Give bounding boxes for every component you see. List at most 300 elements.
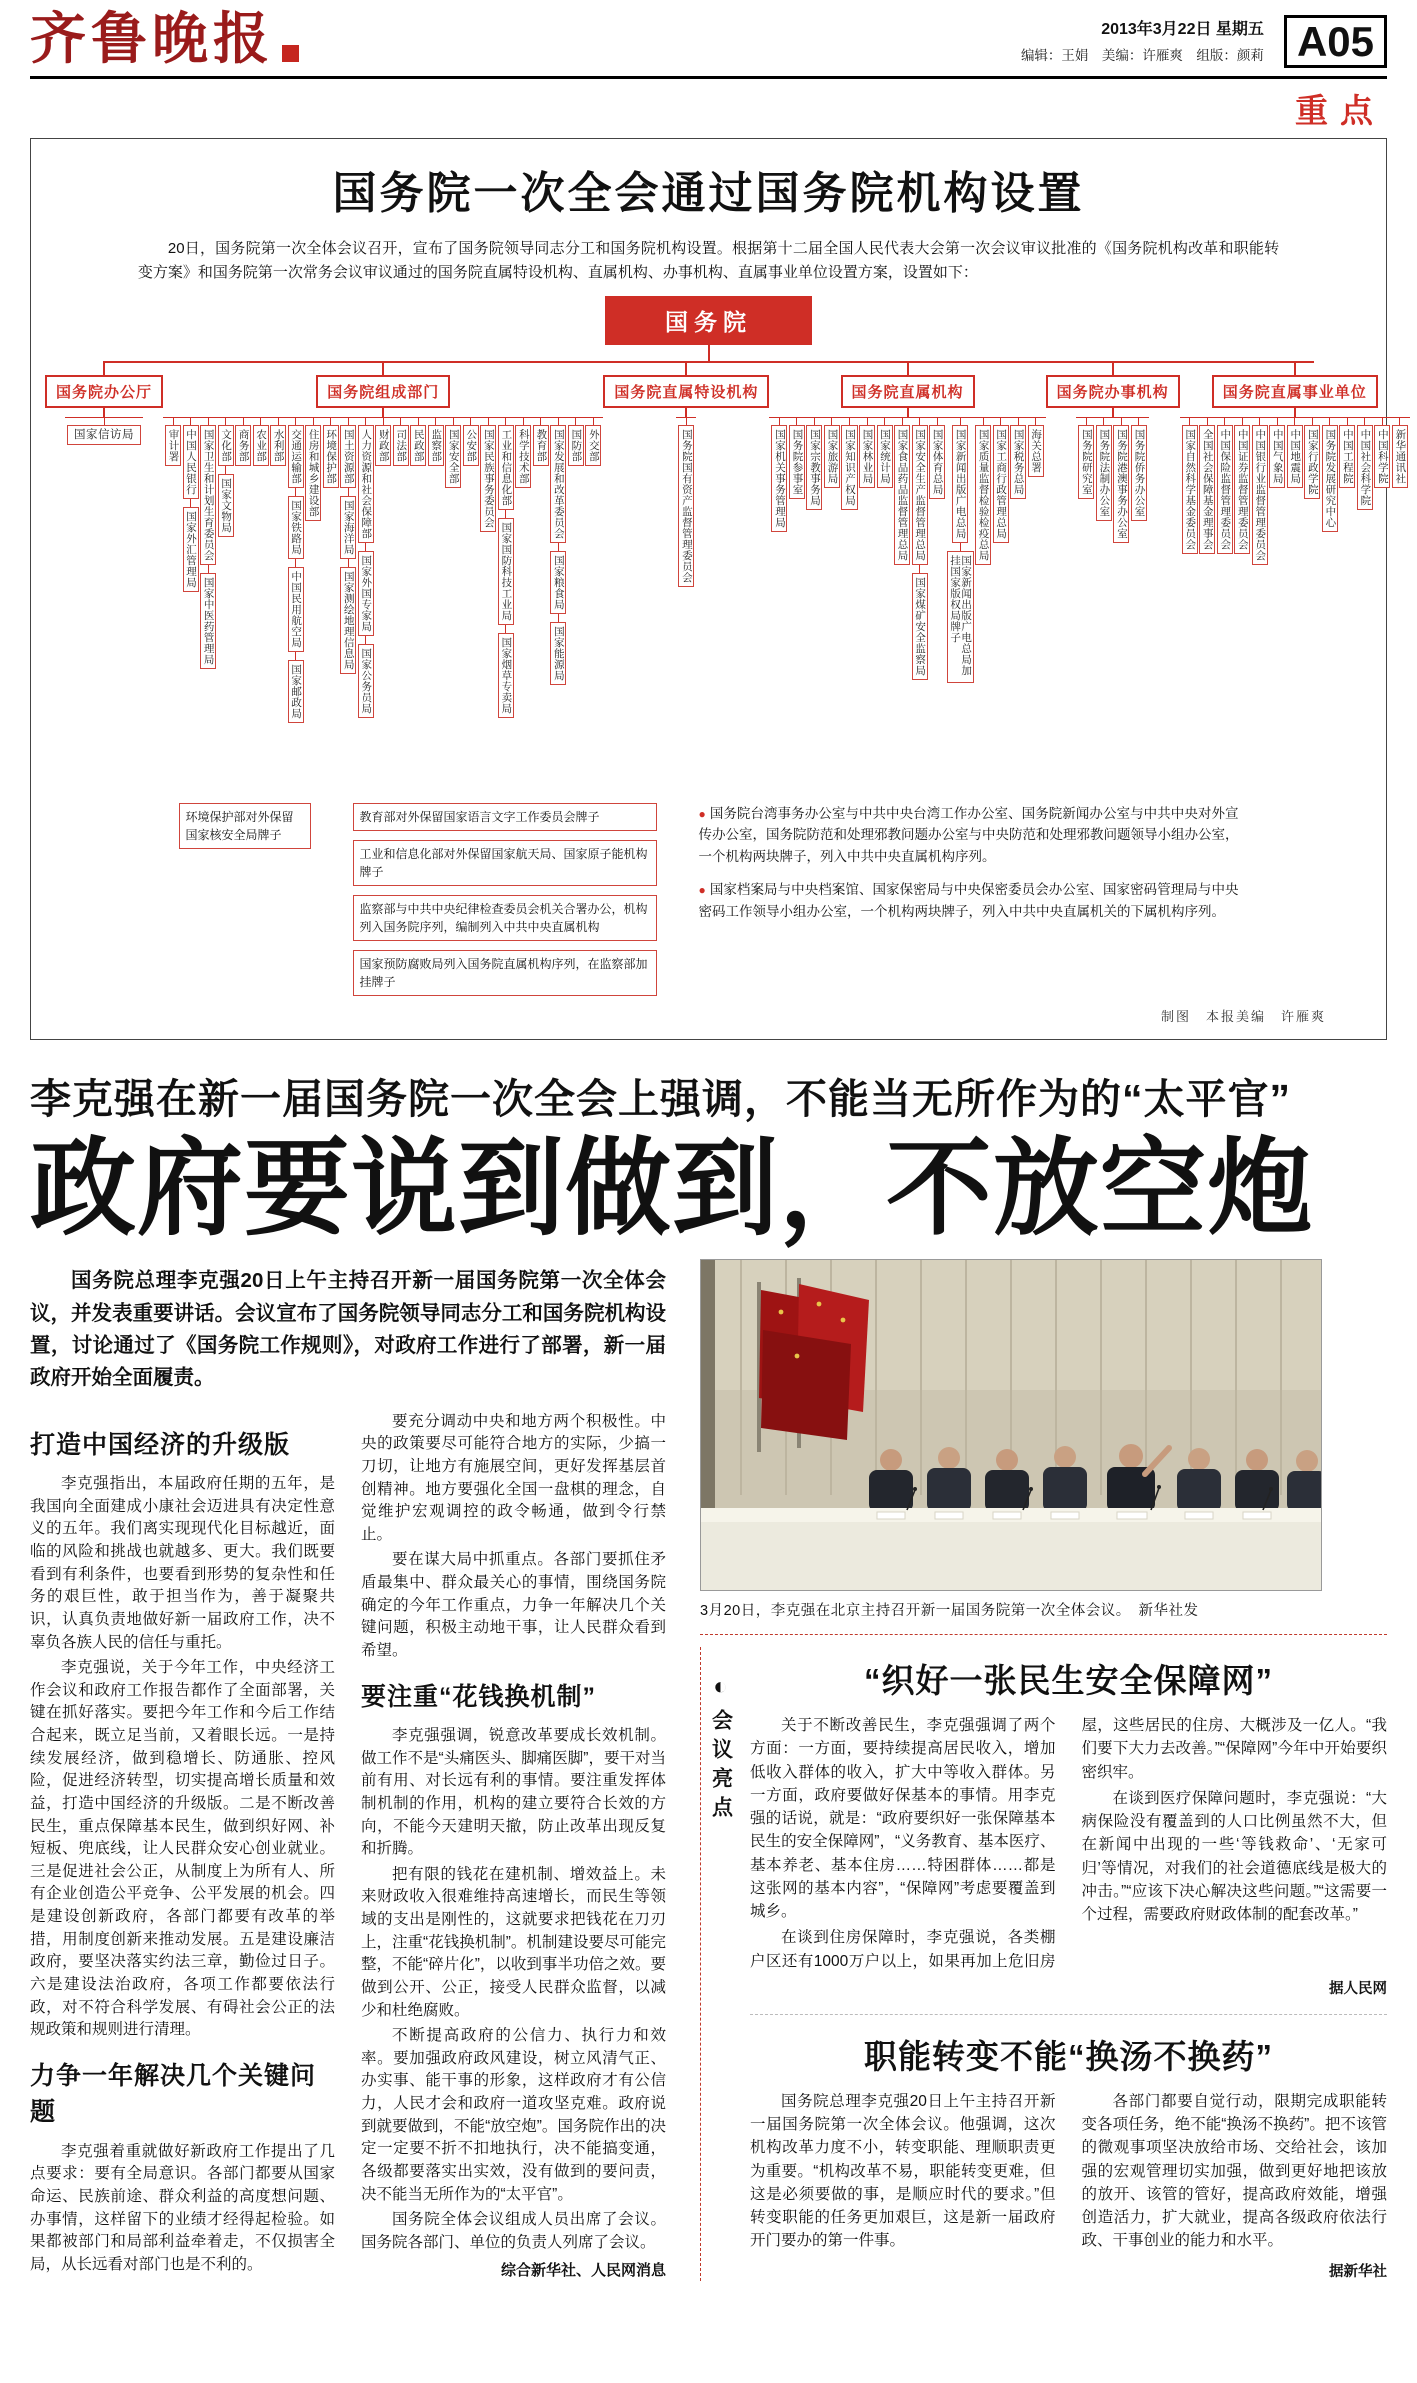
connector <box>382 363 384 375</box>
orgchart-notes <box>45 803 1372 996</box>
connector <box>849 418 850 425</box>
connector <box>1121 418 1122 425</box>
org-item <box>533 418 549 466</box>
org-item-label: 司法部 <box>393 425 409 466</box>
org-item <box>183 418 199 592</box>
org-item <box>498 418 514 718</box>
org-item <box>463 418 479 466</box>
org-item-label: 国务院国有资产监督管理委员会 <box>678 425 694 587</box>
highlight-paragraph: 在谈到医疗保障问题时，李克强说：“大病保险没有覆盖到的人口比例虽然不大，但在新闻中出现的一些‘等钱救命’、‘无家可归’等情况，对我们的社会道德底线是极大的冲击。”“应该下决心解决这些问题。”“这需要一个过程，需要政府财政体制的配套改革。” <box>1081 1789 1387 1924</box>
connector <box>295 652 296 660</box>
org-sub-label: 国家能源局 <box>550 622 566 685</box>
highlight-rail-label: 会议亮点 <box>709 1709 733 1826</box>
org-sub-label: 国家海洋局 <box>340 496 356 559</box>
org-item <box>515 418 531 488</box>
org-item-label: 交通运输部 <box>288 425 304 488</box>
org-item <box>340 418 356 674</box>
article-paragraph: 要在谋大局中抓重点。各部门要抓住矛盾最集中、群众最关心的事情，围绕国务院确定的今年工作重点，力争一年解决几个关键问题，积极主动地干事，让人民群众看到希望。 <box>361 1551 666 1659</box>
org-item <box>288 418 304 723</box>
connector <box>831 418 832 425</box>
orgchart-note: 监察部与中共中央纪律检查委员会机关合署办公，机构列入国务院序列，编制列入中共中央直属机构 <box>353 895 657 941</box>
org-sub-label: 国家中医药管理局 <box>200 573 216 669</box>
org-item-label: 中国人民银行 <box>183 425 199 499</box>
org-item-label: 农业部 <box>253 425 269 466</box>
connector <box>1329 418 1330 425</box>
connector <box>1347 418 1348 425</box>
org-item-label: 中国地震局 <box>1287 425 1303 488</box>
article-paragraph: 国务院全体会议组成人员出席了会议。国务院各部门、单位的负责人列席了会议。 <box>361 2211 666 2251</box>
orgchart-box <box>30 138 1407 1040</box>
org-item-label: 国家宗教事务局 <box>806 425 822 510</box>
masthead-wrap <box>30 9 299 71</box>
org-group-items <box>1076 417 1149 543</box>
connector <box>1112 408 1114 417</box>
org-group-header: 国务院直属机构 <box>841 375 975 408</box>
org-item <box>1357 418 1373 510</box>
org-sub-label: 国家公务员局 <box>358 644 374 718</box>
article-lead: 国务院总理李克强20日上午主持召开新一届国务院第一次全体会议，并发表重要讲话。会议宣布了国务院领导同志分工和国务院机构设置，讨论通过了《国务院工作规则》，对政府工作进行了部署，新一届政府开始全面履责。 <box>30 1269 666 1390</box>
org-item-subs <box>947 543 974 683</box>
highlight-paragraph: 在谈到住房保障时，李克强说，各类棚户区还有1000万户以上，如果再加上危旧房屋，这些居民的住房、大概涉及一亿人。“我们要下大力去改善。”“保障网”今年中开始要织密织牢。 <box>750 1717 1387 1970</box>
org-item <box>1131 418 1147 521</box>
org-item-subs <box>550 543 566 685</box>
org-item-subs <box>200 565 216 669</box>
org-group-items <box>676 417 696 587</box>
connector <box>884 418 885 425</box>
org-sub-label: 国家外汇管理局 <box>183 507 199 592</box>
org-item <box>410 418 426 466</box>
half-circle-icon: ◐ <box>713 1673 728 1701</box>
org-item <box>1322 418 1338 532</box>
masthead-title: 齐鲁晚报 <box>30 9 274 71</box>
connector <box>960 418 961 425</box>
connector <box>558 543 559 551</box>
org-item-label: 全国社会保障基金理事会 <box>1199 425 1215 554</box>
connector <box>505 418 506 425</box>
org-sub-item <box>912 565 928 680</box>
org-item-subs <box>358 543 374 718</box>
org-group <box>769 363 1045 683</box>
connector <box>1189 418 1190 425</box>
connector <box>418 418 419 425</box>
org-item-label: 人力资源和社会保障部 <box>358 425 374 543</box>
org-sub-item <box>550 543 566 614</box>
highlight-section-body <box>750 1714 1387 1973</box>
org-sub-item <box>218 466 234 537</box>
org-group <box>603 363 769 587</box>
org-sub-item <box>498 625 514 718</box>
org-sub-item <box>358 636 374 718</box>
article-paragraph: 李克强着重就做好新政府工作提出了几点要求：要有全局意识。各部门都要从国家命运、民族前途、群众利益的高度想问题、办事情，这样留下的业绩才经得起检验。如果都被部门和局部利益牵着走，不仅损害全局，从长远看对部门也是不利的。 <box>30 2142 335 2273</box>
org-item <box>200 418 216 669</box>
org-item-label: 公安部 <box>463 425 479 466</box>
staff-line: 编辑：王娟 美编：许雁爽 组版：颜莉 <box>1020 48 1264 63</box>
connector <box>907 363 909 375</box>
org-item-label: 工业和信息化部 <box>498 425 514 510</box>
connector <box>383 418 384 425</box>
org-item <box>841 418 857 510</box>
orgchart-groups <box>45 363 1407 783</box>
connector <box>1086 418 1087 425</box>
org-sub-label: 国家文物局 <box>218 474 234 537</box>
org-group-header: 国务院组成部门 <box>316 375 450 408</box>
org-sub-item <box>947 543 974 683</box>
org-item <box>1304 418 1320 499</box>
connector <box>685 363 687 375</box>
header-meta <box>1021 16 1264 68</box>
org-item <box>1269 418 1285 488</box>
connector <box>243 418 244 425</box>
org-item-label: 国家质量监督检验检疫总局 <box>975 425 991 565</box>
org-sub-item <box>358 543 374 636</box>
article-left-column <box>30 1259 666 2323</box>
connector <box>190 499 191 507</box>
connector <box>685 408 687 417</box>
org-item-label: 国家林业局 <box>859 425 875 488</box>
connector <box>1294 363 1296 375</box>
org-item <box>218 418 234 537</box>
org-item <box>1199 418 1215 554</box>
article-section-heading: 打造中国经济的升级版 <box>30 1430 291 1459</box>
org-item <box>859 418 875 488</box>
org-item-label: 审计署 <box>165 425 181 466</box>
connector <box>348 559 349 567</box>
org-item <box>1234 418 1250 554</box>
meeting-photo <box>700 1259 1322 1591</box>
org-item-label: 住房和城乡建设部 <box>305 425 321 521</box>
connector <box>1277 418 1278 425</box>
org-item-label: 中国工程院 <box>1339 425 1355 488</box>
connector <box>593 418 594 425</box>
connector <box>173 418 174 425</box>
connector <box>190 418 191 425</box>
org-group <box>45 363 163 445</box>
org-item <box>1339 418 1355 488</box>
org-item-label: 国防部 <box>568 425 584 466</box>
article-section-heading: 要注重“花钱换机制” <box>361 1682 597 1711</box>
org-item <box>912 418 928 680</box>
org-group-header: 国务院直属事业单位 <box>1212 375 1378 408</box>
org-item-label: 国家统计局 <box>877 425 893 488</box>
org-item <box>393 418 409 466</box>
connector <box>558 614 559 622</box>
connector <box>1112 363 1114 375</box>
orgchart-note: 国家预防腐败局列入国务院直属机构序列，在监察部加挂牌子 <box>353 950 657 996</box>
org-item-label: 科学技术部 <box>515 425 531 488</box>
org-item-label: 国家卫生和计划生育委员会 <box>200 425 216 565</box>
connector <box>103 408 105 417</box>
org-sub-item <box>550 614 566 685</box>
org-sub-item <box>288 488 304 559</box>
article-section <box>361 1679 666 2255</box>
org-item <box>585 418 601 466</box>
org-item <box>975 418 991 565</box>
connector <box>505 510 506 518</box>
connector <box>1242 418 1243 425</box>
orgchart-mid-notes <box>353 803 657 996</box>
org-item <box>375 418 391 466</box>
org-item-label: 国家安全生产监督管理总局 <box>912 425 928 565</box>
org-item <box>894 418 910 565</box>
org-sub-label: 国家煤矿安全监察局 <box>912 573 928 680</box>
article-section-paras <box>361 1725 666 2254</box>
org-item <box>993 418 1009 543</box>
org-item <box>806 418 822 510</box>
org-item <box>678 418 694 587</box>
orgchart-bullet-notes <box>699 803 1239 923</box>
org-item-label: 国家体育总局 <box>929 425 945 499</box>
connector <box>1018 418 1019 425</box>
org-item-label: 财政部 <box>375 425 391 466</box>
connector <box>208 418 209 425</box>
org-item <box>1182 418 1198 554</box>
org-group-items <box>1180 417 1410 565</box>
org-item <box>358 418 374 718</box>
connector <box>796 418 797 425</box>
org-group <box>1180 363 1410 565</box>
connector <box>348 488 349 496</box>
article-section-paras <box>30 1473 335 2042</box>
org-item-label: 中国科学院 <box>1374 425 1390 488</box>
org-item-label: 国家工商行政管理总局 <box>993 425 1009 543</box>
org-group-header: 国务院办事机构 <box>1046 375 1180 408</box>
org-item <box>947 418 974 683</box>
org-item-label: 国家民族事务委员会 <box>480 425 496 532</box>
highlight-sections <box>740 1647 1387 2281</box>
article-paragraph: 李克强说，关于今年工作，中央经济工作会议和政府工作报告都作了全面部署，关键在抓好落实。要把今年工作和今后工作结合起来，既立足当前，又着眼长远。一是持续发展经济，做到稳增长、防通胀、控风险，促进经济转型，切实提高增长质量和效益，打造中国经济的升级版。二是不断改善民生，重点保障基本民生，做到织好网、补短板、兜底线，让人民群众安心创业就业。三是促进社会公正，从制度上为所有人、所有企业创造公平竞争、公平发展的机会。四是建设创新政府，各部门都要有改革的举措，用制度创新来推动发展。五是建设廉洁政府，要坚决落实约法三章，勤俭过日子。六是建设法治政府，各项工作都要依法行政，对不符合科学发展、有碍社会公正的法规政策和规则进行清理。 <box>30 1659 335 2039</box>
org-item-label: 外交部 <box>585 425 601 466</box>
connector <box>1294 418 1295 425</box>
connector <box>686 418 687 425</box>
org-sub-item <box>200 565 216 669</box>
org-item-label: 国务院研究室 <box>1078 425 1094 499</box>
connector <box>278 418 279 425</box>
org-item <box>323 418 339 488</box>
org-item-label: 新华通讯社 <box>1392 425 1408 488</box>
article-paragraph: 不断提高政府的公信力、执行力和效率。要加强政府政风建设，树立风清气正、办实事、能干事的形象，这样政府才有公信力，人民才会和政府一道攻坚克难。政府说到就要做到，不能“放空炮”。国务院作出的决定一定要不折不扣地执行，决不能搞变通，各级都要落实出实效，没有做到的要问责，决不能当无所作为的“太平官”。 <box>361 2027 666 2203</box>
org-item <box>445 418 461 488</box>
org-item-label: 国务院发展研究中心 <box>1322 425 1338 532</box>
connector <box>523 418 524 425</box>
header-right <box>1021 15 1387 68</box>
org-sub-label: 国家国防科技工业局 <box>498 518 514 625</box>
connector <box>1000 418 1001 425</box>
org-item <box>253 418 269 466</box>
connector <box>348 418 349 425</box>
org-item-label: 国家食品药品监督管理总局 <box>894 425 910 565</box>
connector <box>983 418 984 425</box>
connector <box>814 418 815 425</box>
connector <box>260 418 261 425</box>
org-item-label: 中国银行业监督管理委员会 <box>1252 425 1268 565</box>
connector <box>902 418 903 425</box>
org-item <box>1028 418 1044 477</box>
org-item <box>1217 418 1233 554</box>
org-item-label: 商务部 <box>235 425 251 466</box>
org-item-label: 国务院法制办公室 <box>1096 425 1112 521</box>
org-item <box>67 418 141 445</box>
connector <box>382 408 384 417</box>
connector <box>103 363 105 375</box>
article-paragraph: 要充分调动中央和地方两个积极性。中央的政策要尽可能符合地方的实际，少搞一刀切，让地方有施展空间，更好发挥基层首创精神。地方要强化全国一盘棋的理念，自觉维护宏观调控的政令畅通，做到令行禁止。 <box>361 1412 666 1543</box>
connector <box>505 625 506 633</box>
org-item-label: 国家知识产权局 <box>841 425 857 510</box>
article-sections <box>30 1411 666 2323</box>
orgchart-note: 教育部对外保留国家语言文字工作委员会牌子 <box>353 803 657 831</box>
connector <box>779 418 780 425</box>
connector <box>937 418 938 425</box>
photo-caption: 3月20日，李克强在北京主持召开新一届国务院第一次全体会议。 新华社发 <box>700 1603 1199 1620</box>
org-sub-label: 国家邮政局 <box>288 660 304 723</box>
connector <box>919 418 920 425</box>
org-item-label: 国家自然科学基金委员会 <box>1182 425 1198 554</box>
org-item <box>270 418 286 466</box>
connector <box>708 345 710 361</box>
org-item-label: 国家税务总局 <box>1010 425 1026 499</box>
orgchart-note: 工业和信息化部对外保留国家航天局、国家原子能机构牌子 <box>353 840 657 886</box>
highlight-rail <box>700 1647 740 2281</box>
article-kicker: 李克强在新一届国务院一次全会上强调，不能当无所作为的“太平官” <box>30 1075 1291 1122</box>
orgchart-credit: 制图 本报美编 许雁爽 <box>1160 1008 1326 1024</box>
org-item <box>1374 418 1390 488</box>
connector <box>575 418 576 425</box>
article-section-heading: 力争一年解决几个关键问题 <box>30 2061 317 2127</box>
connector <box>1035 418 1036 425</box>
highlight-section <box>750 2014 1387 2281</box>
connector <box>104 418 105 425</box>
connector <box>365 543 366 551</box>
org-item-label: 国家信访局 <box>67 425 141 445</box>
article-paragraph: 把有限的钱花在建机制、增效益上。未来财政收入很难维持高速增长，而民生等领域的支出是刚性的，这就要求把钱花在刀刃上，注重“花钱换机制”。机制建设要尽可能完整，不能“碎片化”，以收到事半功倍之效。要做到公开、公正，接受人民群众监督，以减少和杜绝腐败。 <box>361 1865 666 2019</box>
highlight-credit: 据新华社 <box>1329 2263 1387 2280</box>
org-item-subs <box>288 488 304 723</box>
org-item <box>1096 418 1112 521</box>
org-item <box>1113 418 1129 543</box>
connector <box>365 636 366 644</box>
article-paragraph: 李克强强调，锐意改革要成长效机制。做工作不是“头痛医头、脚痛医脚”，要干对当前有用、对长远有利的事情。要注重发挥体制机制的作用，机构的建立要符合长效的方向，不能今天建明天撤，防止改革出现反复和折腾。 <box>361 1727 666 1858</box>
highlight-paragraph: 关于不断改善民生，李克强强调了两个方面：一方面，要持续提高居民收入，增加低收入群体的收入，扩大中等收入群体。另一方面，政府要做好保基本的事情。用李克强的话说，就是：“政府要织好一张保障基本民生的安全保障网”，“义务教育、基本医疗、基本养老、基本住房……特困群体……都是这张网的基本内容”，“保障网”考虑要覆盖到城乡。 <box>750 1717 1056 1921</box>
orgchart-title: 国务院一次全会通过国务院机构设置 <box>332 169 1085 218</box>
org-item-label: 海关总署 <box>1028 425 1044 477</box>
org-item-label: 教育部 <box>533 425 549 466</box>
article-sections-list <box>30 1411 666 2323</box>
connector <box>488 418 489 425</box>
article-credit: 综合新华社、人民网消息 <box>500 2262 666 2280</box>
org-item <box>480 418 496 532</box>
connector <box>225 466 226 474</box>
org-item <box>1252 418 1268 565</box>
org-item-label: 国务院参事室 <box>789 425 805 499</box>
highlight-block <box>700 1634 1387 2281</box>
org-item-label: 中国气象局 <box>1269 425 1285 488</box>
org-sub-item <box>288 652 304 723</box>
org-item <box>165 418 181 466</box>
connector <box>1382 418 1383 425</box>
org-sub-label: 中国民用航空局 <box>288 567 304 652</box>
connector <box>1224 418 1225 425</box>
org-item-label: 国家旅游局 <box>824 425 840 488</box>
connector <box>470 418 471 425</box>
page-header <box>30 0 1387 76</box>
org-group-items <box>65 417 143 445</box>
org-item <box>1287 418 1303 488</box>
connector <box>540 418 541 425</box>
org-item-label: 中国保险监督管理委员会 <box>1217 425 1233 554</box>
connector <box>1364 418 1365 425</box>
connector <box>295 559 296 567</box>
org-item-label: 国家新闻出版广电总局 <box>952 425 968 543</box>
connector <box>208 565 209 573</box>
org-item <box>568 418 584 466</box>
org-item-label: 国务院港澳事务办公室 <box>1113 425 1129 543</box>
connector <box>365 418 366 425</box>
org-item-label: 国家行政学院 <box>1304 425 1320 499</box>
org-item <box>771 418 787 532</box>
org-group-items <box>769 417 1045 683</box>
connector <box>960 543 961 551</box>
orgchart-bullet-note: ● 国务院台湾事务办公室与中共中央台湾工作办公室、国务院新闻办公室与中共中央对外宣传办公室，国务院防范和处理邪教问题办公室与中央防范和处理邪教问题领导小组办公室，一个机构两块牌子，列入中共中央直属机构序列。 <box>699 803 1239 868</box>
org-item-label: 国家安全部 <box>445 425 461 488</box>
org-group-header: 国务院办公厅 <box>45 375 163 408</box>
org-item-label: 民政部 <box>410 425 426 466</box>
org-item-label: 文化部 <box>218 425 234 466</box>
connector <box>295 488 296 496</box>
connector <box>1259 418 1260 425</box>
highlight-credit: 据人民网 <box>1329 1980 1387 1997</box>
section-tag: 重点 <box>1295 92 1385 129</box>
highlight-section-headline: 职能转变不能“换汤不换药” <box>864 2037 1273 2075</box>
orgchart-bullet-note: ● 国家档案局与中央档案馆、国家保密局与中央保密委员会办公室、国家密码管理局与中央密码工作领导小组办公室，一个机构两块牌子，列入中共中央直属机关的下属机构序列。 <box>699 879 1239 922</box>
connector <box>295 418 296 425</box>
connector <box>1103 418 1104 425</box>
org-sub-label: 国家测绘地理信息局 <box>340 567 356 674</box>
highlight-paragraph: 国务院总理李克强20日上午主持召开新一届国务院第一次全体会议。他强调，这次机构改革力度不小，转变职能、理顺职责更为重要。“机构改革不易，职能转变更难，但这是必须要做的事，是顺应时代的要求。”但转变职能的任务更加艰巨，这是新一届政府开门要办的第一件事。 <box>750 2092 1056 2250</box>
org-item <box>550 418 566 685</box>
org-sub-label: 国家烟草专卖局 <box>498 633 514 718</box>
org-group <box>163 363 603 723</box>
org-item <box>235 418 251 466</box>
org-item-subs <box>183 499 199 592</box>
highlight-paragraph: 各部门都要自觉行动，限期完成职能转变各项任务，绝不能“换汤不换药”。把不该管的微观事项坚决放给市场、交给社会，该加强的宏观管理切实加强，做到更好地把该放的放开、该管的管好，提高政府效能，增强创造活力，扩大就业，提高各级政府依法行政、干事创业的能力和水平。 <box>1081 2092 1387 2250</box>
connector <box>1207 418 1208 425</box>
connector <box>867 418 868 425</box>
orgchart-intro: 20日，国务院第一次全体会议召开，宣布了国务院领导同志分工和国务院机构设置。根据第十二届全国人民代表大会第一次会议审议批准的《国务院机构改革和职能转变方案》和国务院第一次常务会议审议通过的国务院直属特设机构、直属机构、办事机构、直属事业单位设置方案，设置如下： <box>137 240 1280 282</box>
article-paragraph: 李克强指出，本届政府任期的五年，是我国向全面建成小康社会迈进具有决定性意义的五年。我们离实现现代化目标越近，面临的风险和挑战也就越多、更大。我们既要看到有利条件，也要看到形势的复杂性和任务的艰巨性，敢于担当作为，善于凝聚共识，认真负责地做好新一届政府工作，决不辜负各族人民的信任与重托。 <box>30 1475 335 1651</box>
article-headline: 政府要说到做到，不放空炮 <box>30 1129 1314 1248</box>
connector <box>907 408 909 417</box>
org-item <box>1392 418 1408 488</box>
org-sub-item <box>288 559 304 652</box>
connector <box>1399 418 1400 425</box>
connector <box>919 565 920 573</box>
org-item-label: 国务院侨务办公室 <box>1131 425 1147 521</box>
org-sub-label: 国家外国专家局 <box>358 551 374 636</box>
org-sub-item <box>183 499 199 592</box>
masthead-seal-icon <box>282 45 299 62</box>
org-item <box>305 418 321 521</box>
page-number: A05 <box>1284 15 1387 68</box>
org-sub-label: 国家粮食局 <box>550 551 566 614</box>
orgchart-side-note: 环境保护部对外保留国家核安全局牌子 <box>179 803 311 849</box>
connector <box>558 418 559 425</box>
org-sub-label: 国家新闻出版广电总局加挂国家版权局牌子 <box>947 551 974 683</box>
org-item <box>428 418 444 466</box>
org-item-subs <box>498 510 514 718</box>
org-sub-item <box>498 510 514 625</box>
connector <box>313 418 314 425</box>
org-item-label: 水利部 <box>270 425 286 466</box>
org-item-subs <box>912 565 928 680</box>
